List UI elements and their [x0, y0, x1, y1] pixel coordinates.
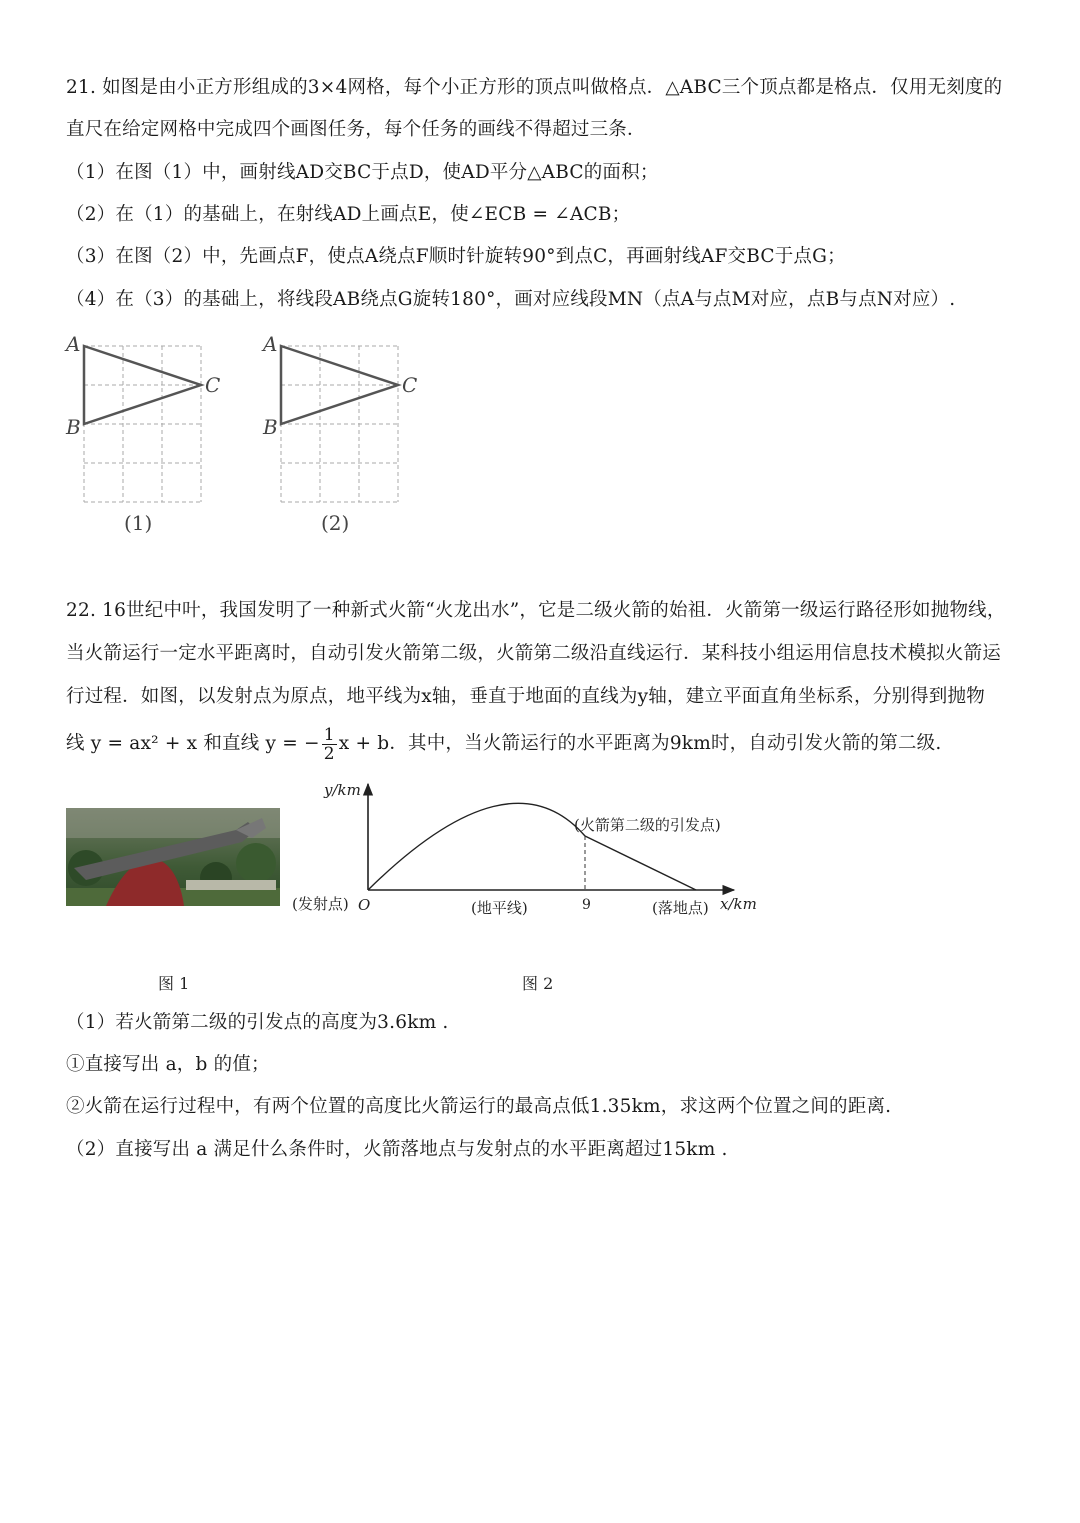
label-a: A [263, 332, 278, 356]
x-axis-label: x/km [720, 895, 757, 913]
q22-part-1a: ①直接写出 a，b 的值； [66, 1054, 270, 1075]
q22-line-4-b: x + b．其中，当火箭运行的水平距离为9km时，自动引发火箭的第二级. [338, 733, 942, 754]
fraction-numerator: 1 [323, 724, 335, 745]
horizon-label: (地平线) [471, 899, 528, 917]
figure-1-label: 图 1 [158, 974, 190, 993]
label-b: B [66, 415, 81, 439]
q22-part-1: （1）若火箭第二级的引发点的高度为3.6km . [66, 1012, 449, 1033]
landing-point-label: (落地点) [652, 899, 709, 917]
q21-line-1: 21. 如图是由小正方形组成的3×4网格，每个小正方形的顶点叫做格点．△ABC三个顶点都是格点．仅用无刻度的 [66, 77, 1003, 98]
parabola-curve [368, 803, 585, 890]
launch-point-label: (发射点) [292, 895, 349, 913]
rocket-sculpture-photo [66, 808, 280, 906]
q22-line-2: 当火箭运行一定水平距离时，自动引发火箭第二级，火箭第二级沿直线运行．某科技小组运用信息技术模拟火箭运 [66, 643, 1002, 664]
origin-label: O [358, 896, 371, 914]
caption-2: (2) [321, 511, 350, 535]
q21-task-3: （3）在图（2）中，先画点F，使点A绕点F顺时针旋转90°到点C，再画射线AF交BC于点G； [66, 246, 846, 267]
y-axis-label: y/km [324, 781, 361, 799]
q22-line-1: 22. 16世纪中叶，我国发明了一种新式火箭“火龙出水”，它是二级火箭的始祖．火箭第一级运行路径形如抛物线， [66, 600, 1006, 621]
tick-9-label: 9 [582, 897, 591, 913]
label-b: B [263, 415, 278, 439]
label-a: A [66, 332, 81, 356]
q22-line-4-a: 线 y = ax² + x 和直线 y = − [66, 733, 320, 754]
label-c: C [402, 373, 418, 397]
q21-task-1: （1）在图（1）中，画射线AD交BC于点D，使AD平分△ABC的面积； [66, 162, 659, 183]
grid-figure-1 [60, 330, 240, 545]
grid-figure-2 [257, 330, 437, 545]
label-c: C [205, 373, 221, 397]
caption-1: (1) [124, 511, 153, 535]
q21-task-4: （4）在（3）的基础上，将线段AB绕点G旋转180°，画对应线段MN（点A与点M对应，点B与点N对应）. [66, 289, 956, 310]
q22-line-4 [66, 722, 941, 766]
q21-line-2: 直尺在给定网格中完成四个画图任务，每个任务的画线不得超过三条． [66, 119, 646, 140]
fraction-one-half [322, 726, 337, 763]
figure-2-label: 图 2 [522, 974, 554, 993]
trigger-point-label: (火箭第二级的引发点) [574, 816, 721, 834]
q22-line-3: 行过程．如图，以发射点为原点，地平线为x轴，垂直于地面的直线为y轴，建立平面直角坐标系，分别得到抛物 [66, 686, 985, 707]
rocket-trajectory-graph [288, 778, 768, 928]
q21-task-2: （2）在（1）的基础上，在射线AD上画点E，使∠ECB = ∠ACB； [66, 204, 631, 225]
stage-two-line [585, 836, 696, 890]
fraction-denominator: 2 [323, 743, 335, 764]
q22-part-2: （2）直接写出 a 满足什么条件时，火箭落地点与发射点的水平距离超过15km . [66, 1139, 728, 1160]
q22-part-1b: ②火箭在运行过程中，有两个位置的高度比火箭运行的最高点低1.35km，求这两个位置之间的距离. [66, 1096, 892, 1117]
